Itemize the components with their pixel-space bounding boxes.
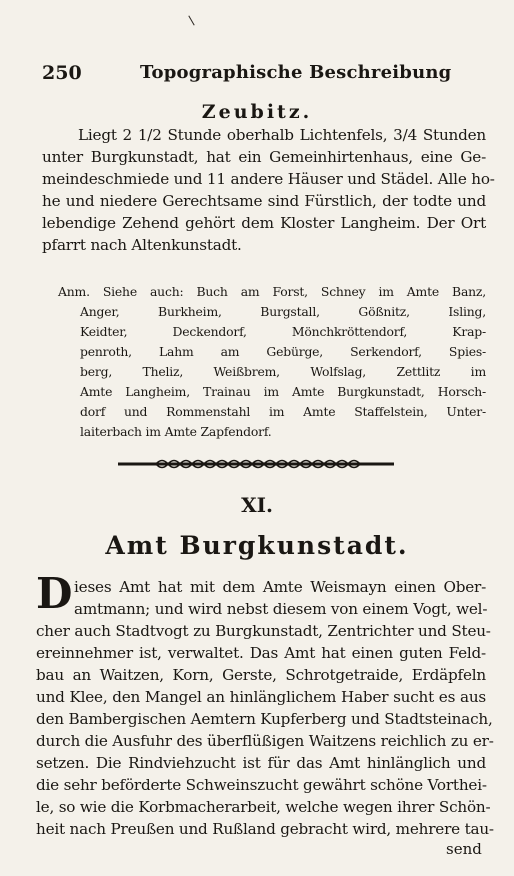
section-line: lebendige Zehend gehört dem Kloster Langheim. Der Ort: [42, 214, 486, 232]
ornament-divider: [118, 454, 394, 474]
ink-mark: [188, 15, 194, 25]
chapter-line: durch die Ausfuhr des überflüßigen Waitzens reichlich zu er-: [36, 732, 494, 750]
chapter-number: XI.: [241, 493, 273, 517]
note-line: Anm. Siehe auch: Buch am Forst, Schney im Amte Banz,: [58, 284, 486, 299]
section-line: unter Burgkunstadt, hat ein Gemeinhirtenhaus, eine Ge-: [42, 148, 486, 166]
section-title: Zeubitz.: [201, 101, 313, 123]
note-line: laiterbach im Amte Zapfendorf.: [80, 424, 272, 439]
catchword: send: [446, 840, 482, 858]
chapter-line: und Klee, den Mangel an hinlänglichem Haber sucht es aus: [36, 688, 486, 706]
chapter-line: den Bambergischen Aemtern Kupferberg und Stadtsteinach,: [36, 710, 493, 728]
chapter-line: setzen. Die Rindviehzucht ist für das Amt hinlänglich und: [36, 754, 486, 772]
section-line: he und niedere Gerechtsame sind Fürstlich, der todte und: [42, 192, 486, 210]
note-line: dorf und Rommenstahl im Amte Staffelstein, Unter-: [80, 404, 486, 419]
running-head: Topographische Beschreibung: [140, 62, 452, 83]
chapter-line: le, so wie die Korbmacherarbeit, welche wegen ihrer Schön-: [36, 798, 491, 816]
section-line: pfarrt nach Altenkunstadt.: [42, 236, 242, 254]
note-line: Keidter, Deckendorf, Mönchkröttendorf, Krap-: [80, 324, 486, 339]
chapter-title: Amt Burgkunstadt.: [105, 531, 409, 560]
chapter-line: die sehr beförderte Schweinszucht gewährt schöne Vorthei-: [36, 776, 487, 794]
chapter-line: heit nach Preußen und Rußland gebracht wird, mehrere tau-: [36, 820, 494, 838]
note-line: Anger, Burkheim, Burgstall, Gößnitz, Isling,: [80, 304, 486, 319]
drop-cap: D: [36, 569, 73, 618]
note-line: berg, Theliz, Weißbrem, Wolfslag, Zettlitz im: [80, 364, 486, 379]
page-number: 250: [42, 62, 82, 84]
chapter-line: ereinnehmer ist, verwaltet. Das Amt hat einen guten Feld-: [36, 644, 486, 662]
section-line: Liegt 2 1/2 Stunde oberhalb Lichtenfels, 3/4 Stunden: [78, 126, 486, 144]
chapter-line: cher auch Stadtvogt zu Burgkunstadt, Zentrichter und Steu-: [36, 622, 491, 640]
chapter-line: amtmann; und wird nebst diesem von einem Vogt, wel-: [74, 600, 488, 618]
chapter-line: bau an Waitzen, Korn, Gerste, Schrotgetraide, Erdäpfeln: [36, 666, 486, 684]
section-line: meindeschmiede und 11 andere Häuser und Städel. Alle ho-: [42, 170, 495, 188]
chapter-line: ieses Amt hat mit dem Amte Weismayn einen Ober-: [74, 578, 486, 596]
note-line: Amte Langheim, Trainau im Amte Burgkunstadt, Horsch-: [80, 384, 486, 399]
note-line: penroth, Lahm am Gebürge, Serkendorf, Spies-: [80, 344, 486, 359]
